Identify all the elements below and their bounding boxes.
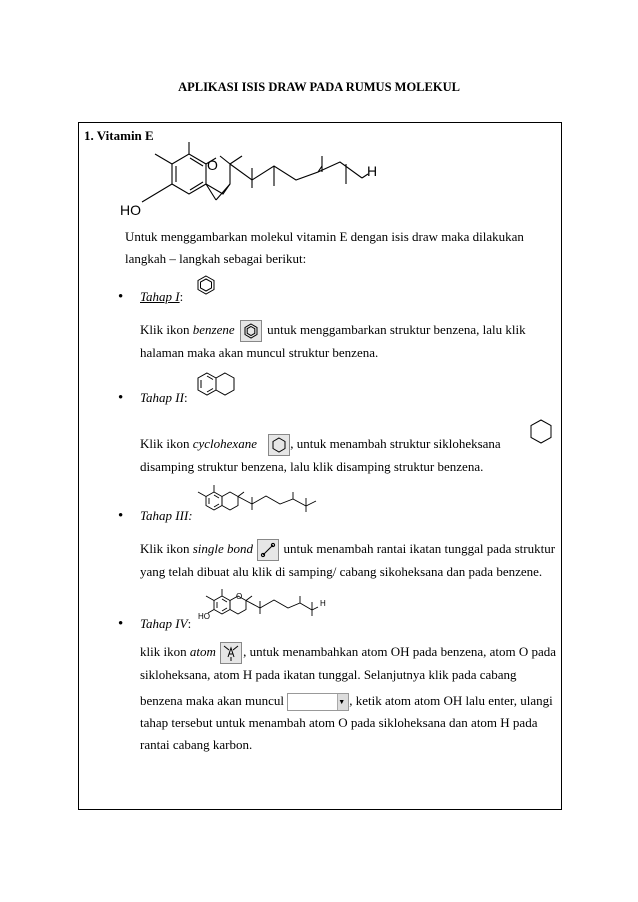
step-4-italic: atom bbox=[189, 644, 216, 659]
step-4-line-1-post: , untuk menambahkan atom OH pada benzena, atom O pada bbox=[243, 644, 557, 659]
bullet-icon: • bbox=[118, 289, 124, 305]
carbon-skeleton-structure bbox=[196, 484, 326, 518]
step-2-label: Tahap II bbox=[140, 390, 184, 405]
step-3-line-2: yang telah dibuat alu klik di samping/ cabang sikoheksana dan pada benzene. bbox=[140, 564, 543, 580]
benzene-tool-icon[interactable] bbox=[240, 320, 262, 342]
intro-line-2: langkah – langkah sebagai berikut: bbox=[125, 251, 307, 266]
atom-tool-icon[interactable] bbox=[220, 642, 242, 664]
step-1-text-pre: Klik ikon bbox=[140, 322, 193, 337]
step-3-italic: single bond bbox=[192, 541, 254, 556]
step-4-line-2: sikloheksana, atom H pada ikatan tunggal. Selanjutnya klik pada cabang bbox=[140, 667, 517, 683]
step-3-bullet bbox=[118, 508, 193, 525]
bullet-icon: • bbox=[118, 616, 124, 632]
intro-paragraph bbox=[125, 226, 559, 270]
step-1-colon: : bbox=[179, 289, 184, 304]
single-bond-tool-icon[interactable] bbox=[257, 539, 279, 561]
atom-input-dropdown[interactable] bbox=[287, 693, 349, 711]
step-2-colon: : bbox=[183, 390, 188, 405]
intro-line-1: Untuk menggambarkan molekul vitamin E dengan isis draw maka dilakukan bbox=[125, 229, 524, 244]
cyclohexane-structure bbox=[528, 418, 554, 446]
bullet-icon: • bbox=[118, 390, 124, 406]
step-4-bullet bbox=[118, 616, 191, 633]
chevron-down-icon[interactable]: ▼ bbox=[337, 694, 348, 710]
section-heading: 1. Vitamin E bbox=[84, 128, 154, 143]
step-1-line-2: halaman maka akan muncul struktur benzena. bbox=[140, 345, 379, 361]
step-2-italic: cyclohexane bbox=[192, 436, 257, 451]
step-3-text-post: untuk menambah rantai ikatan tunggal pada struktur bbox=[280, 541, 556, 556]
tetralin-structure bbox=[196, 370, 238, 400]
step-4-label: Tahap IV bbox=[140, 616, 188, 631]
step-1-line-1 bbox=[140, 319, 560, 342]
step-1-bullet bbox=[118, 289, 183, 306]
small-oxygen-label: O bbox=[236, 592, 243, 601]
vitamin-e-structure bbox=[110, 142, 400, 222]
step-4-line-4: tahap tersebut untuk menambah atom O pada sikloheksana dan atom H pada bbox=[140, 715, 538, 731]
step-2-line-1 bbox=[140, 433, 560, 456]
step-4-line-1 bbox=[140, 641, 560, 664]
step-4-line-3 bbox=[140, 690, 560, 712]
step-2-line-2: disamping struktur benzena, lalu klik disamping struktur benzena. bbox=[140, 459, 484, 475]
page-title: APLIKASI ISIS DRAW PADA RUMUS MOLEKUL bbox=[178, 80, 460, 94]
benzene-small-structure bbox=[196, 274, 216, 296]
step-1-text-post: untuk menggambarkan struktur benzena, lalu klik bbox=[263, 322, 526, 337]
hydroxyl-label: HO bbox=[120, 202, 141, 218]
step-2-text bbox=[140, 433, 560, 478]
step-3-label: Tahap III: bbox=[140, 508, 193, 523]
vitamin-e-small-structure bbox=[196, 586, 336, 626]
benzene-ring bbox=[172, 154, 206, 194]
step-4-line-3-pre: benzena maka akan muncul bbox=[140, 693, 285, 709]
step-3-text bbox=[140, 538, 560, 583]
step-1-label: Tahap I bbox=[140, 289, 180, 304]
step-3-text-pre: Klik ikon bbox=[140, 541, 193, 556]
step-2-text-pre: Klik ikon bbox=[140, 436, 193, 451]
step-4-line-3-post: , ketik atom atom OH lalu enter, ulangi bbox=[349, 693, 553, 709]
step-1-text bbox=[140, 319, 560, 364]
step-1-italic: benzene bbox=[192, 322, 235, 337]
hydrogen-label: H bbox=[367, 163, 378, 179]
oxygen-label: O bbox=[207, 157, 218, 173]
small-hydrogen-label: H bbox=[320, 599, 326, 608]
step-3-line-1 bbox=[140, 538, 560, 561]
step-4-line-1-pre: klik ikon bbox=[140, 644, 190, 659]
cyclohexane-tool-icon[interactable] bbox=[268, 434, 290, 456]
bullet-icon: • bbox=[118, 508, 124, 524]
step-4-text bbox=[140, 641, 560, 756]
step-4-line-5: rantai cabang karbon. bbox=[140, 737, 253, 753]
step-2-bullet bbox=[118, 390, 188, 407]
step-2-text-post: , untuk menambah struktur sikloheksana bbox=[290, 436, 501, 451]
small-hydroxyl-label: HO bbox=[198, 612, 210, 621]
step-4-colon: : bbox=[187, 616, 192, 631]
